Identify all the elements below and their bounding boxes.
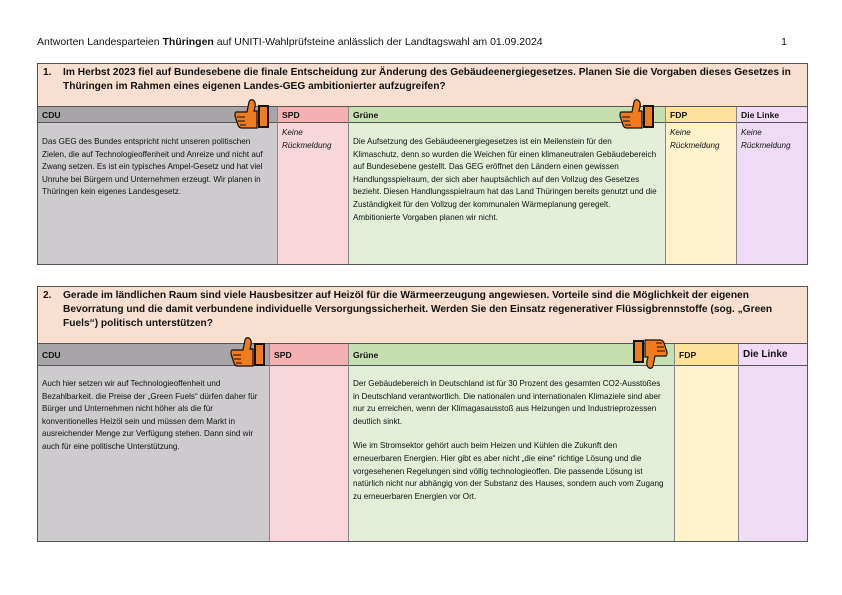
spd-column	[278, 107, 349, 264]
answer-gruene: Die Aufsetzung des Gebäudeenergiegesetzes ist ein Meilenstein für den Klimaschutz, denn so wurden die Weichen für einen klimaneutralen Gebäudebereich auf Bundesebene gestellt. Das GEG eröffnet den Ländern einen gewissen Handlungsspielraum, der sich aber hauptsächlich auf den Vollzug des Gesetzes bezieht. Diesen Handlungsspielraum hat das Land Thüringen bereits genutzt und die Zuständigkeit für den Vollzug der kommunalen Wärmeplanung geregelt. Ambitionierte Vorgaben planen wir nicht.	[353, 137, 657, 222]
party-header-gruene: Grüne	[349, 107, 665, 123]
answer-linke: Keine Rückmeldung	[741, 128, 791, 150]
party-header-cdu: CDU	[38, 344, 269, 366]
answers-grid	[38, 107, 807, 264]
thumbs-up-icon	[228, 336, 268, 370]
party-header-linke: Die Linke	[737, 107, 807, 123]
thumbs-up-icon	[617, 98, 657, 132]
question-text: Gerade im ländlichen Raum sind viele Hausbesitzer auf Heizöl für die Wärmeerzeugung angewiesen. Vorteile sind die Möglichkeit der eigenen Bevorratung und die damit verbundene individuelle Versorgungssicherheit. Werden Sie den Einsatz regenerativer Flüssigbrennstoffe (sog. „Green Fuels“) politisch unterstützen?	[63, 290, 773, 329]
spd-column	[270, 344, 349, 541]
question-number: 2.	[43, 290, 52, 301]
party-header-fdp: FDP	[666, 107, 736, 123]
party-header-spd: SPD	[278, 107, 348, 123]
page-header	[37, 35, 787, 49]
answers-grid	[38, 344, 807, 541]
question-1-row	[38, 64, 807, 107]
party-header-spd: SPD	[270, 344, 348, 366]
linke-column	[739, 344, 807, 541]
answer-gruene	[349, 366, 674, 507]
thumbs-down-icon	[630, 336, 670, 370]
header-text: Antworten Landesparteien Thüringen auf UNITI-Wahlprüfsteine anlässlich der Landtagswahl am 01.09.2024	[37, 36, 543, 48]
question-number: 1.	[43, 67, 52, 78]
question-2-table	[37, 286, 808, 542]
party-header-fdp: FDP	[675, 344, 738, 366]
fdp-column	[675, 344, 739, 541]
question-1-table	[37, 63, 808, 265]
answer-cdu: Das GEG des Bundes entspricht nicht unseren politischen Zielen, die auf Technologieoffenheit und Anreize und nicht auf Zwang setzen. Es ist ein typisches Ampel-Gesetz und hat viel Unruhe bei Bürgern und Unternehmen erzeugt. Wir planen in Thüringen kein eigenes Landesgesetz.	[42, 137, 263, 197]
answer-fdp: Keine Rückmeldung	[670, 128, 720, 150]
answer-gruene-paragraph-2: Wie im Stromsektor gehört auch beim Heizen und Kühlen die Zukunft den erneuerbaren Energien. Hier gibt es aber nicht „die eine“ richtige Lösung und die vorgesehenen Regelungen sind völlig technologieoffen. Die passende Lösung ist natürlich nicht nur abhängig von der Substanz des Hauses, sondern auch vom Zugang zu erneuerbaren Energien vor Ort.	[353, 441, 664, 501]
party-header-linke: Die Linke	[739, 344, 807, 366]
question-2-row	[38, 287, 807, 344]
answer-gruene-paragraph-1: Der Gebäudebereich in Deutschland ist für 30 Prozent des gesamten CO2-Ausstoßes in Deutschland verantwortlich. Die nationalen und internationalen Klimaziele sind aber nur zu erreichen, wenn der Klimagasausstoß aus Heizungen und Industrieprozessen deutlich sinkt.	[353, 379, 661, 426]
question-text: Im Herbst 2023 fiel auf Bundesebene die finale Entscheidung zur Änderung des Gebäudeenergiegesetzes. Planen Sie die Vorgaben dieses Gesetzes in Thüringen im Rahmen eines eigenen Landes-GEG ambitionierter aufzugreifen?	[63, 67, 791, 92]
party-header-gruene: Grüne	[349, 344, 674, 366]
answer-cdu: Auch hier setzen wir auf Technologieoffenheit und Bezahlbarkeit. die Preise der „Green Fuels“ dürfen daher für Bürger und Unternehmen nicht höher als die für konventionelles Heizöl sein und müssen dem Markt in ausreichender Menge zur Verfügung stehen. Dann sind wir auch für eine politische Unterstützung.	[42, 379, 258, 451]
cdu-column	[38, 344, 270, 541]
linke-column	[737, 107, 807, 264]
party-header-cdu: CDU	[38, 107, 277, 123]
answer-spd: Keine Rückmeldung	[282, 128, 332, 150]
fdp-column	[666, 107, 737, 264]
thumbs-up-icon	[232, 98, 272, 132]
gruene-column	[349, 344, 675, 541]
page-number: 1	[781, 36, 787, 48]
